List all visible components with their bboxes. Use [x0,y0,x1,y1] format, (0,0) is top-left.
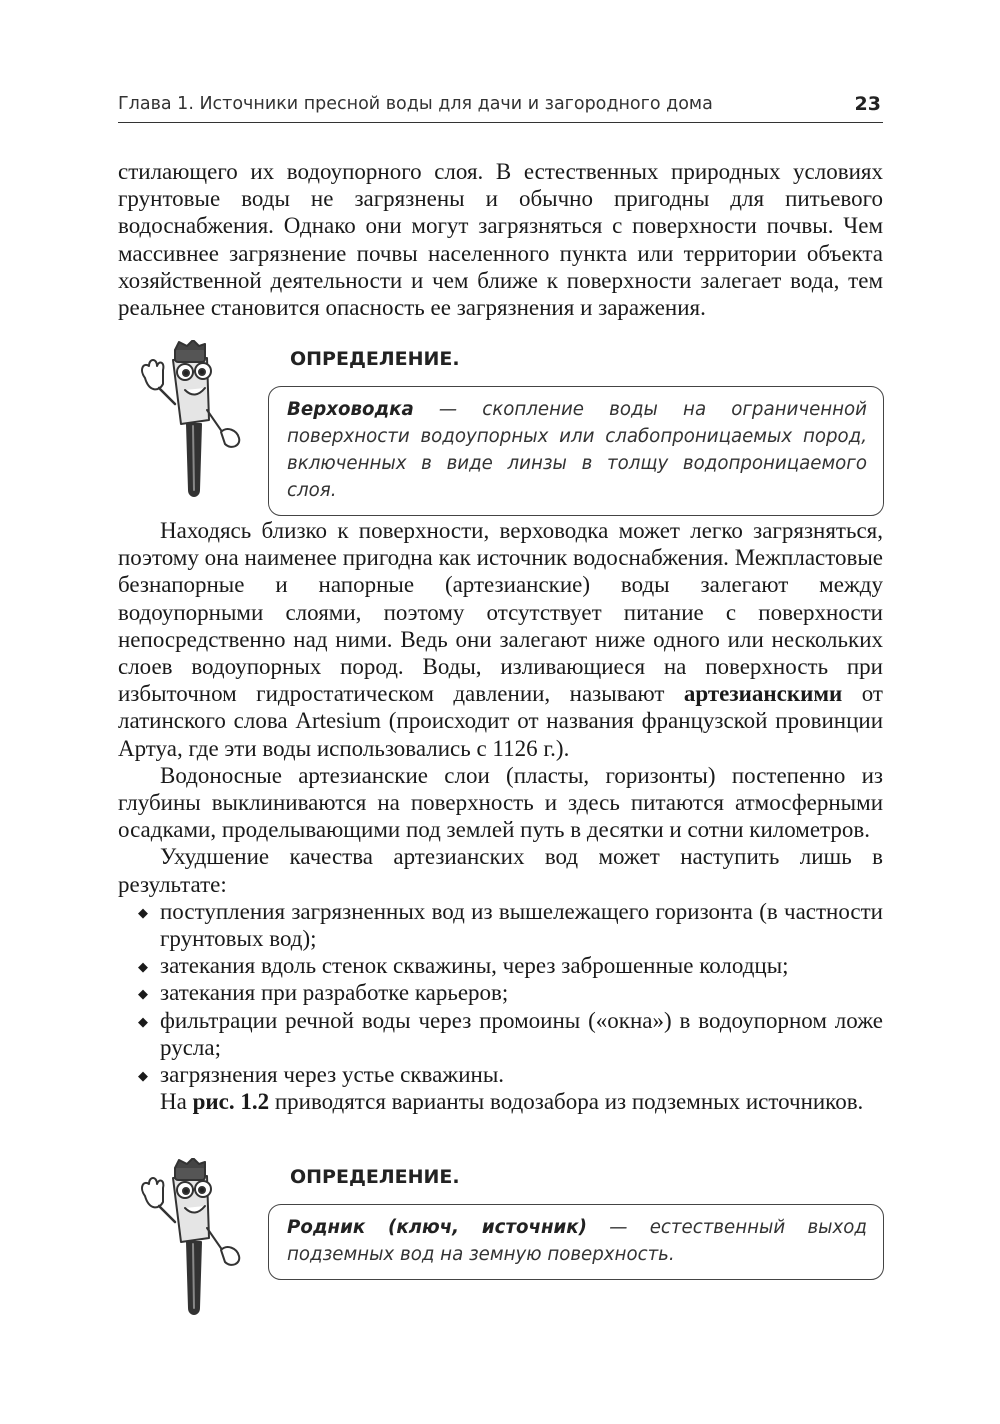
definition-text: — скопление воды на ограниченной поверхности водоупорных или слабопроницаемых пород, включенных в виде линзы в толщу водопроницаемого слоя. [287,399,867,501]
list-item-text: фильтрации речной воды через промоины («окна») в водоупорном ложе русла; [160,1007,883,1060]
list-item [118,952,883,979]
paragraph-figure-ref [118,1088,883,1115]
list-item [118,979,883,1006]
bullet-list [118,898,883,1088]
definition-title: ОПРЕДЕЛЕНИЕ. [290,348,460,370]
page-number: 23 [854,93,881,115]
intro-paragraph-block [118,158,883,321]
running-header [118,92,883,123]
bullet-icon: ◆ [138,959,148,975]
paragraph-text: Находясь близко к поверхности, верховодка может легко загрязняться, поэтому она наименее пригодна как источник водоснабжения. Межпластовые безнапорные и напорные (артезианские) воды залегают между водоупорными слоями, поэтому отсутствует питание с поверхности непосредственно над ними. Ведь они залегают ниже одного или нескольких слоев водоупорных пород. Воды, изливающиеся на поверхность при избыточном гидростатическом давлении, называют [118,518,883,707]
figure-reference: рис. 1.2 [192,1089,270,1115]
bullet-icon: ◆ [138,1013,148,1029]
definition-title: ОПРЕДЕЛЕНИЕ. [290,1166,460,1188]
list-item [118,1007,883,1061]
chapter-title: Глава 1. Источники пресной воды для дачи и загородного дома [118,94,713,114]
intro-paragraph: стилающего их водоупорного слоя. В естественных природных условиях грунтовые воды не загрязнены и обычно пригодны для питьевого водоснабжения. Однако они могут загрязняться с поверхности почвы. Чем массивнее загрязнение почвы населенного пункта или территории объекта хозяйственной деятельности и чем ближе к поверхности залегает вода, тем реальнее становится опасность ее загрязнения и заражения. [118,159,883,321]
paragraph-text: от латинского слова Artesium (происходит от названия французской провинции Артуа, где эти воды использовались с 1126 г.). [118,681,883,761]
list-item-text: затекания вдоль стенок скважины, через заброшенные колодцы; [160,953,789,979]
definition-text: — естественный выход подземных вод на земную поверхность. [287,1217,867,1265]
mascot-icon [135,1158,250,1318]
mascot-icon [135,340,250,500]
main-text-block [118,517,883,1115]
paragraph-text: На [160,1089,193,1115]
bullet-icon: ◆ [138,986,148,1002]
paragraph-text: приводятся варианты водозабора из подземных источников. [269,1089,864,1115]
definition-box [268,1204,884,1280]
list-item-text: загрязнения через устье скважины. [160,1062,505,1088]
list-item-text: поступления загрязненных вод из вышележащего горизонта (в частности грунтовых вод); [160,898,883,952]
list-item [118,1061,883,1088]
definition-term: Верховодка [287,399,414,420]
definition-box [268,386,884,516]
bold-term: артезианскими [683,681,843,707]
paragraph-upper-water [118,517,883,762]
bullet-icon: ◆ [138,1068,148,1084]
list-item-text: затекания при разработке карьеров; [160,980,509,1006]
list-item [118,898,883,952]
bullet-icon: ◆ [138,904,148,920]
definition-term: Родник (ключ, источник) [287,1217,587,1238]
paragraph-aquifers: Водоносные артезианские слои (пласты, горизонты) постепенно из глубины выклиниваются на поверхность и здесь питаются атмосферными осадками, проделывающими под землей путь в десятки и сотни километров. [118,762,883,843]
paragraph-quality: Ухудшение качества артезианских вод может наступить лишь в результате: [118,844,883,897]
